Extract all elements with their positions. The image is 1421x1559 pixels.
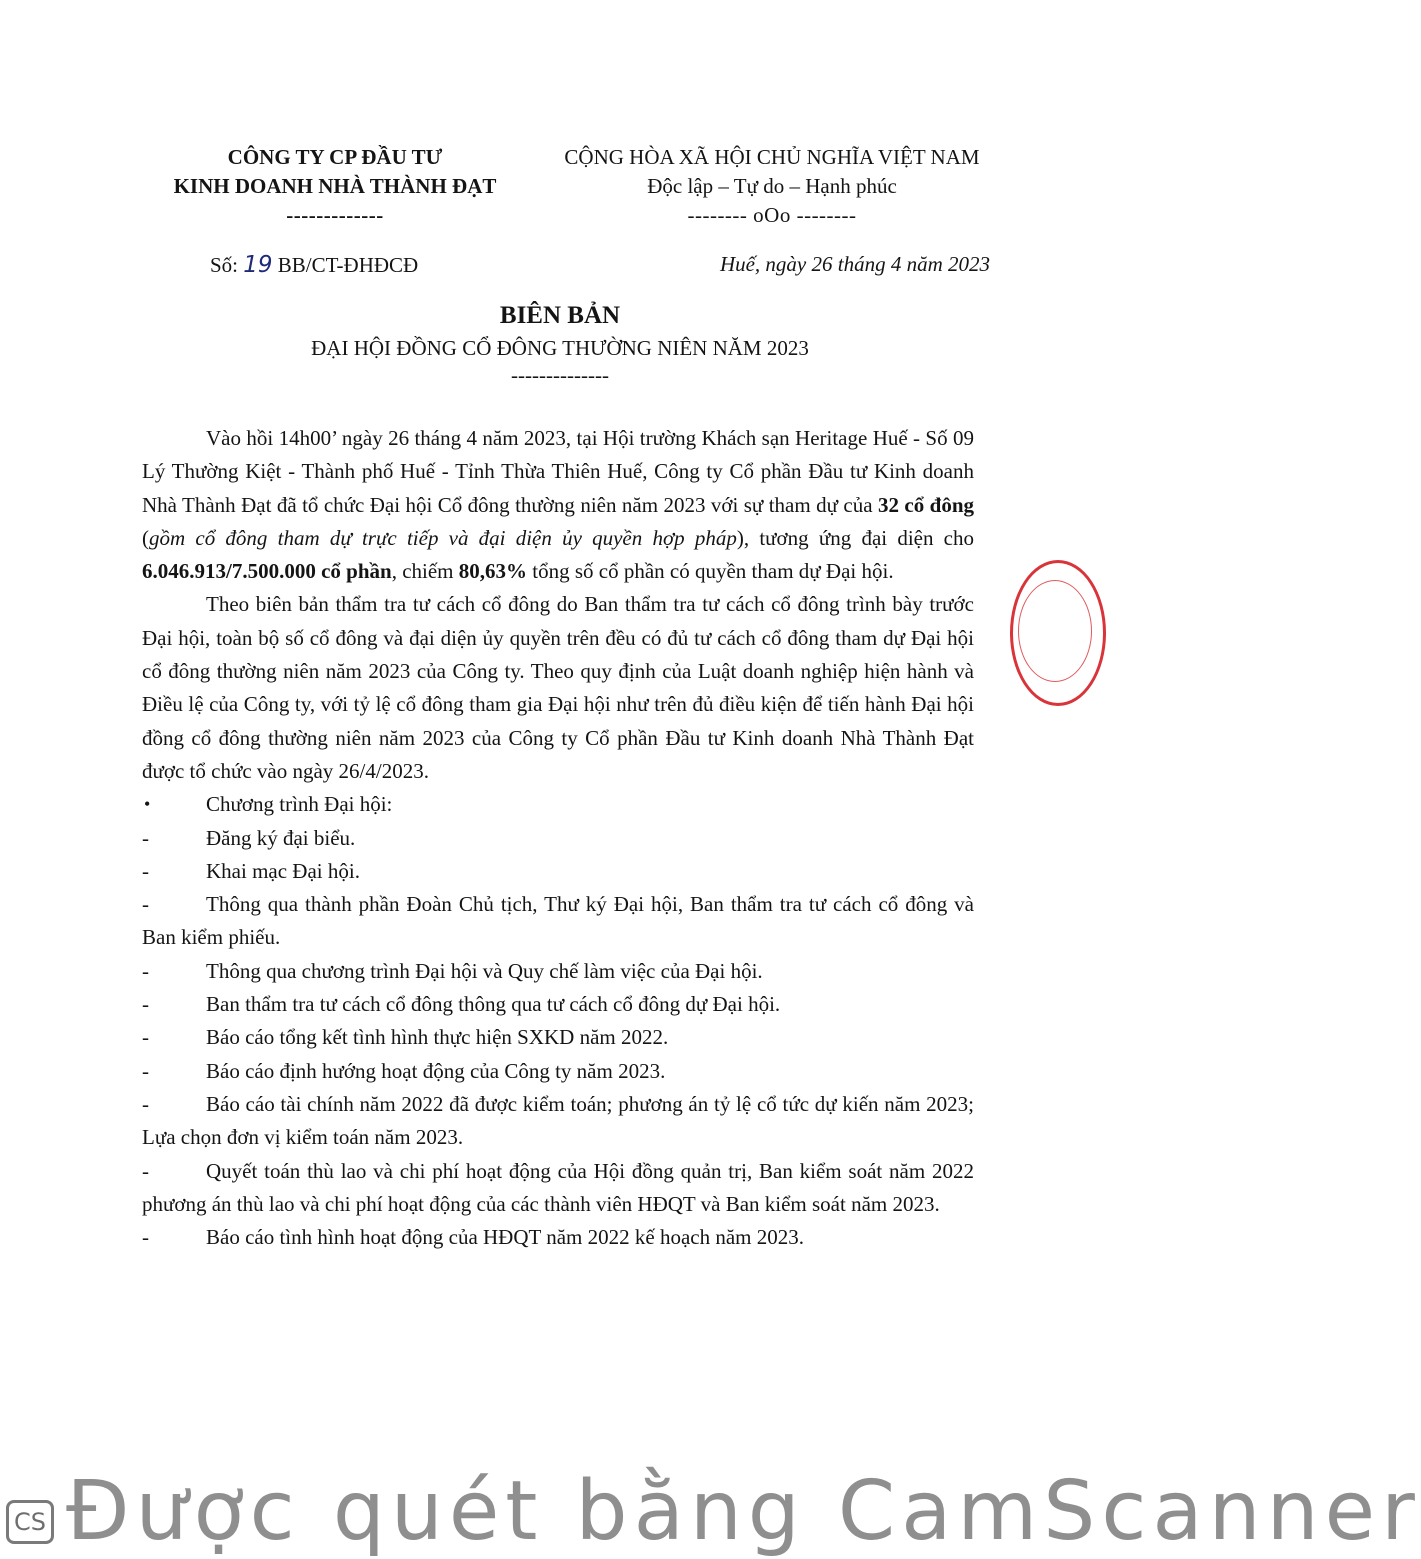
dash-marker: - bbox=[142, 1091, 149, 1116]
agenda-item bbox=[142, 1155, 974, 1222]
agenda-item-text: Báo cáo tình hình hoạt động của HĐQT năm 2022 kế hoạch năm 2023. bbox=[206, 1225, 804, 1250]
paragraph-meeting-info bbox=[142, 422, 974, 588]
agenda-item-text: Báo cáo tổng kết tình hình thực hiện SXKD năm 2022. bbox=[206, 1025, 669, 1050]
agenda-heading bbox=[142, 788, 974, 821]
paragraph1-text: Vào hồi 14h00’ ngày 26 tháng 4 năm 2023, tại Hội trường Khách sạn Heritage Huế - Số 09 Lý Thường Kiệt - Thành phố Huế - Tỉnh Thừa Thiên Huế, Công ty Cổ phần Đầu tư Kinh doanh Nhà Thành Đạt đã tổ chức Đại hội Cổ đông thường niên năm 2023 với sự tham dự của bbox=[142, 426, 974, 517]
dash-marker: - bbox=[142, 992, 149, 1017]
agenda-item bbox=[142, 888, 974, 955]
dash-marker: - bbox=[142, 958, 149, 983]
agenda-item-text: Báo cáo định hướng hoạt động của Công ty năm 2023. bbox=[206, 1058, 666, 1083]
dash-marker: - bbox=[142, 825, 149, 850]
share-percentage: 80,63% bbox=[458, 559, 528, 584]
agenda-item-text: Đăng ký đại biểu. bbox=[206, 825, 356, 850]
agenda-item bbox=[142, 855, 974, 888]
document-subtitle: ĐẠI HỘI ĐỒNG CỔ ĐÔNG THƯỜNG NIÊN NĂM 2023 bbox=[311, 336, 809, 360]
dash-marker: - bbox=[142, 1058, 149, 1083]
paragraph1-text: , chiếm bbox=[391, 559, 459, 584]
document-number bbox=[210, 252, 418, 278]
agenda-heading-text: Chương trình Đại hội: bbox=[206, 792, 393, 817]
dash-marker: - bbox=[142, 858, 149, 883]
national-title: CỘNG HÒA XÃ HỘI CHỦ NGHĨA VIỆT NAM bbox=[564, 145, 980, 169]
camscanner-watermark: Được quét bằng CamScanner bbox=[66, 1464, 1421, 1559]
dash-marker: - bbox=[142, 892, 149, 917]
attendee-note: gồm cổ đông tham dự trực tiếp và đại diện ủy quyền hợp pháp bbox=[149, 525, 737, 550]
agenda-item bbox=[142, 1055, 974, 1088]
document-title: BIÊN BẢN bbox=[499, 302, 621, 329]
national-divider: -------- oOo -------- bbox=[687, 203, 857, 227]
national-motto: Độc lập – Tự do – Hạnh phúc bbox=[647, 174, 897, 198]
document-number-value: 19 bbox=[243, 252, 273, 278]
document-date: Huế, ngày 26 tháng 4 năm 2023 bbox=[719, 252, 990, 276]
agenda-item-text: Khai mạc Đại hội. bbox=[206, 858, 360, 883]
company-name-line2: KINH DOANH NHÀ THÀNH ĐẠT bbox=[173, 174, 497, 198]
agenda-item-text: Quyết toán thù lao và chi phí hoạt động của Hội đồng quản trị, Ban kiểm soát năm 2022 phương án thù lao và chi phí hoạt động của các thành viên HĐQT và Ban kiểm soát năm 2023. bbox=[142, 1158, 974, 1216]
agenda-item bbox=[142, 955, 974, 988]
paragraph-verification: Theo biên bản thẩm tra tư cách cổ đông do Ban thẩm tra tư cách cổ đông trình bày trước Đại hội, toàn bộ số cổ đông và đại diện ủy quyền trên đều có đủ tư cách cổ đông tham dự Đại hội cổ đông thường niên năm 2023 của Công ty. Theo quy định của Luật doanh nghiệp hiện hành và Điều lệ của Công ty, với tỷ lệ cổ đông tham gia Đại hội như trên đủ điều kiện để tiến hành Đại hội đồng cổ đông thường niên năm 2023 của Công ty Cổ phần Đầu tư Kinh doanh Nhà Thành Đạt được tổ chức vào ngày 26/4/2023. bbox=[142, 592, 974, 783]
company-divider: ------------- bbox=[286, 203, 384, 227]
agenda-item bbox=[142, 1221, 974, 1254]
paragraph1-text: ), tương ứng đại diện cho bbox=[736, 525, 975, 550]
paragraph1-text: ( bbox=[142, 525, 149, 550]
document-body bbox=[142, 422, 974, 1254]
agenda-item-text: Báo cáo tài chính năm 2022 đã được kiểm toán; phương án tỷ lệ cổ tức dự kiến năm 2023; Lựa chọn đơn vị kiểm toán năm 2023. bbox=[142, 1091, 974, 1150]
dash-marker: - bbox=[142, 1025, 149, 1050]
red-seal-stamp-inner bbox=[1018, 580, 1092, 682]
paragraph1-text: tổng số cổ phần có quyền tham dự Đại hội. bbox=[527, 559, 894, 584]
camscanner-logo-icon: CS bbox=[6, 1500, 54, 1544]
company-name-line1: CÔNG TY CP ĐẦU TƯ bbox=[227, 145, 443, 169]
agenda-item-text: Thông qua chương trình Đại hội và Quy chế làm việc của Đại hội. bbox=[206, 958, 763, 983]
scanner-footer bbox=[0, 1464, 1421, 1559]
dash-marker: - bbox=[142, 1225, 149, 1250]
agenda-item bbox=[142, 1021, 974, 1054]
agenda-item-text: Thông qua thành phần Đoàn Chủ tịch, Thư ký Đại hội, Ban thẩm tra tư cách cổ đông và Ban kiểm phiếu. bbox=[142, 892, 974, 950]
share-count: 6.046.913/7.500.000 cổ phần bbox=[142, 559, 392, 584]
agenda-item bbox=[142, 822, 974, 855]
agenda-item-text: Ban thẩm tra tư cách cổ đông thông qua tư cách cổ đông dự Đại hội. bbox=[206, 992, 781, 1017]
bullet-marker: • bbox=[144, 794, 151, 815]
attendee-count: 32 cổ đông bbox=[877, 492, 974, 517]
national-header bbox=[548, 143, 996, 230]
company-header bbox=[140, 143, 530, 230]
document-number-suffix: BB/CT-ĐHĐCĐ bbox=[277, 253, 419, 277]
dash-marker: - bbox=[142, 1158, 149, 1183]
agenda-item bbox=[142, 988, 974, 1021]
agenda-item bbox=[142, 1088, 974, 1155]
document-number-prefix: Số: bbox=[210, 253, 239, 277]
subtitle-divider: -------------- bbox=[511, 363, 609, 387]
